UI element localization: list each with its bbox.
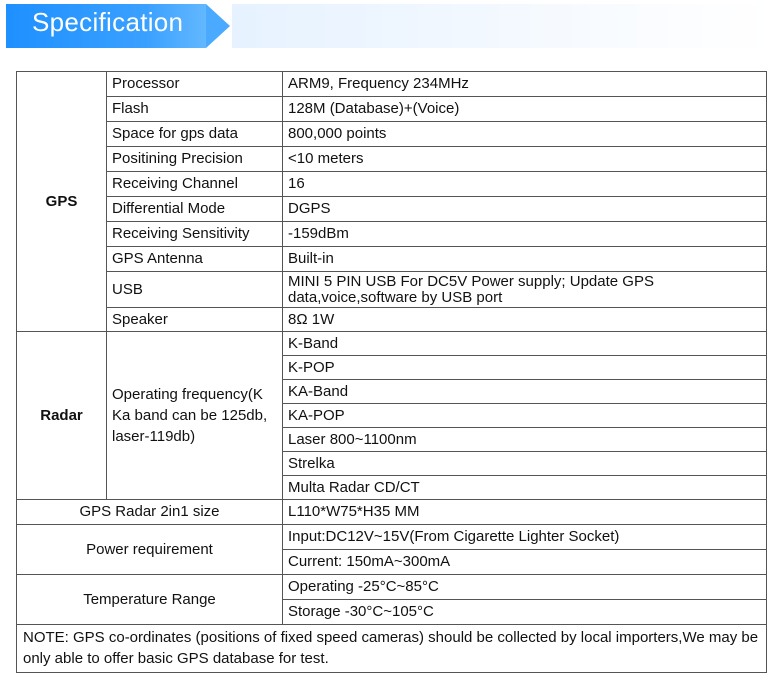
banner-title: Specification	[32, 7, 184, 37]
power-input-value: Input:DC12V~15V(From Cigarette Lighter Socket)	[283, 525, 767, 550]
specification-table	[16, 71, 767, 673]
spec-label: Receiving Sensitivity	[107, 222, 283, 247]
table-row	[17, 122, 767, 147]
table-row	[17, 272, 767, 308]
radar-band-value: Multa Radar CD/CT	[283, 476, 767, 500]
temperature-operating-value: Operating -25°C~85°C	[283, 575, 767, 600]
table-row	[17, 332, 767, 356]
spec-value: -159dBm	[283, 222, 767, 247]
spec-label: Space for gps data	[107, 122, 283, 147]
spec-label: USB	[107, 272, 283, 308]
radar-band-value: K-Band	[283, 332, 767, 356]
spec-label: Flash	[107, 97, 283, 122]
temperature-storage-value: Storage -30°C~105°C	[283, 600, 767, 625]
table-row	[17, 625, 767, 673]
spec-value: Built-in	[283, 247, 767, 272]
spec-label: Positining Precision	[107, 147, 283, 172]
spec-value: MINI 5 PIN USB For DC5V Power supply; Update GPS data,voice,software by USB port	[283, 272, 767, 308]
spec-label: Processor	[107, 72, 283, 97]
spec-value: ARM9, Frequency 234MHz	[283, 72, 767, 97]
radar-band-value: Strelka	[283, 452, 767, 476]
specification-banner	[0, 0, 778, 52]
table-row	[17, 97, 767, 122]
table-row	[17, 525, 767, 550]
temperature-label: Temperature Range	[17, 575, 283, 625]
table-row	[17, 222, 767, 247]
spec-value: 16	[283, 172, 767, 197]
power-label: Power requirement	[17, 525, 283, 575]
table-row	[17, 72, 767, 97]
spec-value: <10 meters	[283, 147, 767, 172]
spec-label: Receiving Channel	[107, 172, 283, 197]
table-row	[17, 172, 767, 197]
spec-label: Speaker	[107, 308, 283, 332]
gps-category: GPS	[17, 72, 107, 332]
table-row	[17, 247, 767, 272]
banner-fade	[232, 4, 772, 48]
radar-band-value: KA-Band	[283, 380, 767, 404]
table-row	[17, 575, 767, 600]
table-row	[17, 197, 767, 222]
radar-category: Radar	[17, 332, 107, 500]
spec-value: 128M (Database)+(Voice)	[283, 97, 767, 122]
banner-arrow-tip	[206, 4, 230, 48]
table-row	[17, 308, 767, 332]
radar-band-value: Laser 800~1100nm	[283, 428, 767, 452]
spec-label: GPS Antenna	[107, 247, 283, 272]
spec-label: Differential Mode	[107, 197, 283, 222]
radar-frequency-label: Operating frequency(K Ka band can be 125db, laser-119db)	[107, 332, 283, 500]
radar-band-value: K-POP	[283, 356, 767, 380]
spec-value: 800,000 points	[283, 122, 767, 147]
table-row	[17, 500, 767, 525]
table-row	[17, 147, 767, 172]
note-text: NOTE: GPS co-ordinates (positions of fixed speed cameras) should be collected by local importers,We may be only able to offer basic GPS database for test.	[17, 625, 767, 673]
spec-value: DGPS	[283, 197, 767, 222]
size-label: GPS Radar 2in1 size	[17, 500, 283, 525]
radar-band-value: KA-POP	[283, 404, 767, 428]
spec-value: 8Ω 1W	[283, 308, 767, 332]
power-current-value: Current: 150mA~300mA	[283, 550, 767, 575]
size-value: L110*W75*H35 MM	[283, 500, 767, 525]
